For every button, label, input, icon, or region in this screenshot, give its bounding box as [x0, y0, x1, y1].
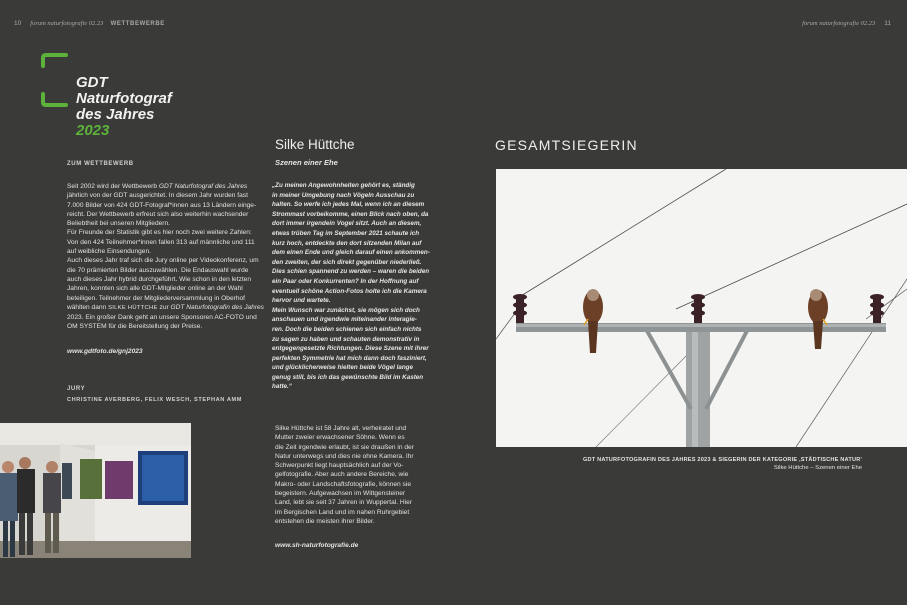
left-section-name: WETTBEWERBE	[110, 21, 165, 27]
quote-line: ren. Doch die beiden schienen sich einfach nichts	[272, 325, 422, 333]
competition-line: auf weibliche Einsendungen.	[67, 248, 151, 256]
quote-line: Dies schien spannend zu werden – waren die beiden	[272, 268, 430, 276]
winner-caption-credit: Silke Hüttche – Szenen einer Ehe	[773, 465, 862, 471]
bio-line: Schwerpunkt liegt hauptsächlich auf der Vo-	[275, 462, 404, 470]
competition-line: beteiligen. Teilnehmer der Mitgliederversammlung in Oberhof	[67, 294, 245, 302]
quote-line: Mein Wunsch war zunächst, sie mögen sich doch	[272, 306, 420, 314]
photo-subtitle: Szenen einer Ehe	[275, 158, 338, 167]
gdt-logo	[40, 52, 190, 139]
quote-line: zu sagen zu haben und schauten demonstrativ in	[272, 335, 420, 343]
competition-link[interactable]: www.gdtfoto.de/gnj2023	[67, 348, 143, 355]
competition-line: 2023. Ein großer Dank geht an unsere Sponsoren AC-FOTO und	[67, 314, 257, 322]
logo-year: 2023	[76, 122, 110, 139]
quote-line: Strommast vorbeikomme, einen Blick nach oben, da	[272, 210, 429, 218]
competition-line: die 70 prämierten Bilder auszuwählen. Die Endauswahl wurde	[67, 266, 249, 274]
quote-line: halten. So werfe ich jedes Mal, wenn ich an diesem	[272, 201, 425, 209]
bio-line: Makro- oder Landschaftsfotografie, können sie	[275, 480, 411, 488]
competition-line: OM SYSTEM für die Bereitstellung der Preise.	[67, 323, 203, 331]
quote-line: „Zu meinen Angewohnheiten gehört es, ständig	[272, 182, 415, 189]
jury-names: CHRISTINE AVERBERG, FELIX WESCH, STEPHAN AMM	[67, 397, 243, 403]
exhibition-photo-illustration	[0, 423, 191, 558]
quote-line: dort immer irgendein Vogel sitzt. Auch an diesem,	[272, 220, 422, 228]
quote-line: ein Paar oder Konkurrenten? In der Hoffnung auf	[272, 277, 419, 285]
winner-heading: GESAMTSIEGERIN	[495, 137, 638, 153]
quote-line: etwas trüben Tag im September 2021 schaute ich	[272, 229, 420, 237]
logo-text	[76, 75, 190, 139]
photographer-bio	[275, 424, 435, 526]
photographer-quote	[272, 181, 432, 392]
quote-line: hatte.“	[272, 383, 292, 391]
competition-line: jährlich von der GDT ausgerichtet. In diesem Jahr wurden fast	[67, 192, 248, 200]
right-page-number: 11	[884, 20, 891, 27]
quote-line: den zweiten, der sich direkt gegenüber niederließ.	[272, 258, 422, 266]
competition-line: Für Freunde der Statistik gibt es hier noch zwei weitere Zahlen:	[67, 229, 252, 237]
left-page-header	[14, 20, 165, 27]
bio-line: gelfotografie. Aber auch andere Bereiche, wie	[275, 471, 409, 479]
quote-line: hervor und wartete.	[272, 297, 331, 305]
photographer-website-link[interactable]: www.sh-naturfotografie.de	[275, 542, 359, 549]
competition-line: auch dieses Jahr hybrid durchgeführt. Wie schon in den letzten	[67, 275, 251, 283]
competition-line: Beliebtheit bei unseren Mitgliedern.	[67, 220, 170, 228]
logo-bracket-icon	[40, 52, 80, 110]
bio-line: im Bergischen Land und im nahen Ruhrgebiet	[275, 508, 410, 516]
logo-line-naturfotograf: Naturfotograf	[76, 90, 172, 107]
quote-line: kurz hoch, entdeckte den dort sitzenden Milan auf	[272, 239, 422, 247]
exhibition-photo	[0, 423, 191, 558]
quote-line: genug still, bis ich das gewünschte Bild im Kasten	[272, 373, 424, 381]
winner-caption	[502, 456, 862, 472]
winner-photo	[496, 169, 907, 447]
quote-line: in meiner Umgebung nach Vögeln Ausschau zu	[272, 191, 415, 199]
quote-line: dem einen Ende und gleich darauf einen ankommen-	[272, 249, 430, 257]
competition-line: Seit 2002 wird der Wettbewerb GDT Naturfotograf des Jahres	[67, 183, 248, 190]
quote-line: entgegengesetzte Richtungen. Diese Szene mit ihrer	[272, 345, 429, 353]
winner-photo-illustration	[496, 169, 907, 447]
competition-line: reicht. Der Wettbewerb erfreut sich also weiterhin wachsender	[67, 210, 249, 218]
bio-line: begeistern. Aufgewachsen im Wittgensteiner	[275, 490, 406, 498]
right-page-header	[802, 20, 891, 27]
competition-line: 7.000 Bilder von 424 GDT-Fotograf*innen aus 13 Ländern einge-	[67, 201, 257, 209]
competition-line: Jahren, konnten sich alle GDT-Mitglieder online an der Wahl	[67, 285, 243, 293]
winner-caption-title: GDT NATURFOTOGRAFIN DES JAHRES 2023 & SIEGERIN DER KATEGORIE ‚STÄDTISCHE NATUR'	[582, 457, 862, 463]
quote-line: eventuell schöne Action-Fotos holte ich die Kamera	[272, 287, 427, 295]
competition-heading: ZUM WETTBEWERB	[67, 161, 134, 167]
photographer-name: Silke Hüttche	[275, 137, 355, 152]
bio-line: Silke Hüttche ist 58 Jahre alt, verheiratet und	[275, 425, 407, 432]
bio-line: entstehen die meisten ihrer Bilder.	[275, 517, 375, 525]
bio-line: Land, lebt sie seit 37 Jahren in Wuppertal. Hier	[275, 499, 412, 507]
jury-heading: JURY	[67, 386, 86, 392]
competition-line: Von den 424 Teilnehmer*innen fallen 313 auf männliche und 111	[67, 238, 255, 246]
bio-line: die Zeit irgendwie erlaubt, ist sie draußen in der	[275, 443, 414, 451]
quote-line: und glücklicherweise hielten beide Vögel lange	[272, 364, 414, 372]
quote-line: perfekten Symmetrie hat mich dann doch fasziniert,	[272, 354, 427, 362]
logo-line-gdt: GDT	[76, 74, 108, 91]
left-magazine-name: forum naturfotografie 02.23	[30, 20, 104, 27]
bio-line: Natur unterwegs und dies nie ohne Kamera. Ihr	[275, 452, 414, 460]
right-magazine-name: forum naturfotografie 02.23	[802, 20, 876, 27]
competition-body	[67, 182, 267, 332]
left-page-number: 10	[14, 20, 22, 27]
competition-line: Auch dieses Jahr traf sich die Jury online per Videokonferenz, um	[67, 257, 259, 265]
bio-line: Mutter zweier erwachsener Söhne. Wenn es	[275, 434, 405, 442]
quote-line: anschauen und irgendwie miteinander interagie-	[272, 316, 417, 324]
competition-line: wählten dann SILKE HÜTTCHE zur GDT Naturfotografin des Jahres	[67, 303, 264, 311]
logo-line-des-jahres: des Jahres 2023	[76, 106, 155, 139]
